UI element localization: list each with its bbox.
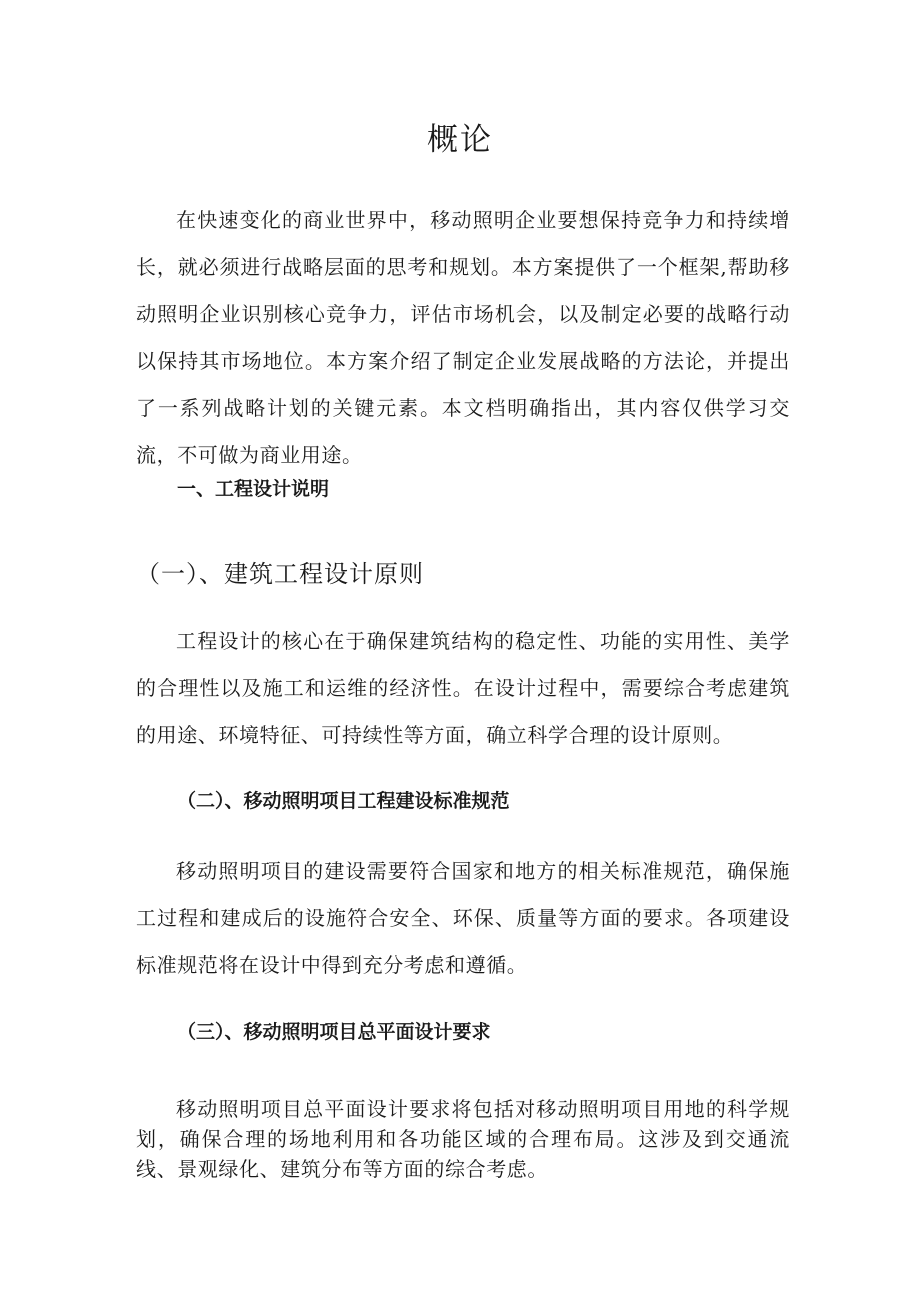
subsection-heading-construction-standards: （二）、移动照明项目工程建设标准规范 <box>177 790 510 812</box>
construction-standards-paragraph: 移动照明项目的建设需要符合国家和地方的相关标准规范，确保施工过程和建成后的设施符合安全、环保、质量等方面的要求。各项建设标准规范将在设计中得到充分考虑和遵循。 <box>136 859 790 977</box>
design-principles-paragraph: 工程设计的核心在于确保建筑结构的稳定性、功能的实用性、美学的合理性以及施工和运维的经济性。在设计过程中，需要综合考虑建筑的用途、环境特征、可持续性等方面，确立科学合理的设计原则。 <box>136 629 790 747</box>
section-heading-engineering-design: 一、工程设计说明 <box>177 478 330 500</box>
master-plan-paragraph: 移动照明项目总平面设计要求将包括对移动照明项目用地的科学规划，确保合理的场地利用和各功能区域的合理布局。这涉及到交通流线、景观绿化、建筑分布等方面的综合考虑。 <box>136 1097 790 1181</box>
subsection-heading-design-principles: （一）、建筑工程设计原则 <box>136 560 424 588</box>
page-title: 概论 <box>427 122 493 158</box>
subsection-heading-master-plan: （三）、移动照明项目总平面设计要求 <box>177 1021 491 1043</box>
intro-paragraph: 在快速变化的商业世界中，移动照明企业要想保持竞争力和持续增长，就必须进行战略层面的思考和规划。本方案提供了一个框架,帮助移动照明企业识别核心竞争力，评估市场机会，以及制定必要的战略行动以保持其市场地位。本方案介绍了制定企业发展战略的方法论，并提出了一系列战略计划的关键元素。本文档明确指出，其内容仅供学习交流，不可做为商业用途。 <box>136 208 790 467</box>
